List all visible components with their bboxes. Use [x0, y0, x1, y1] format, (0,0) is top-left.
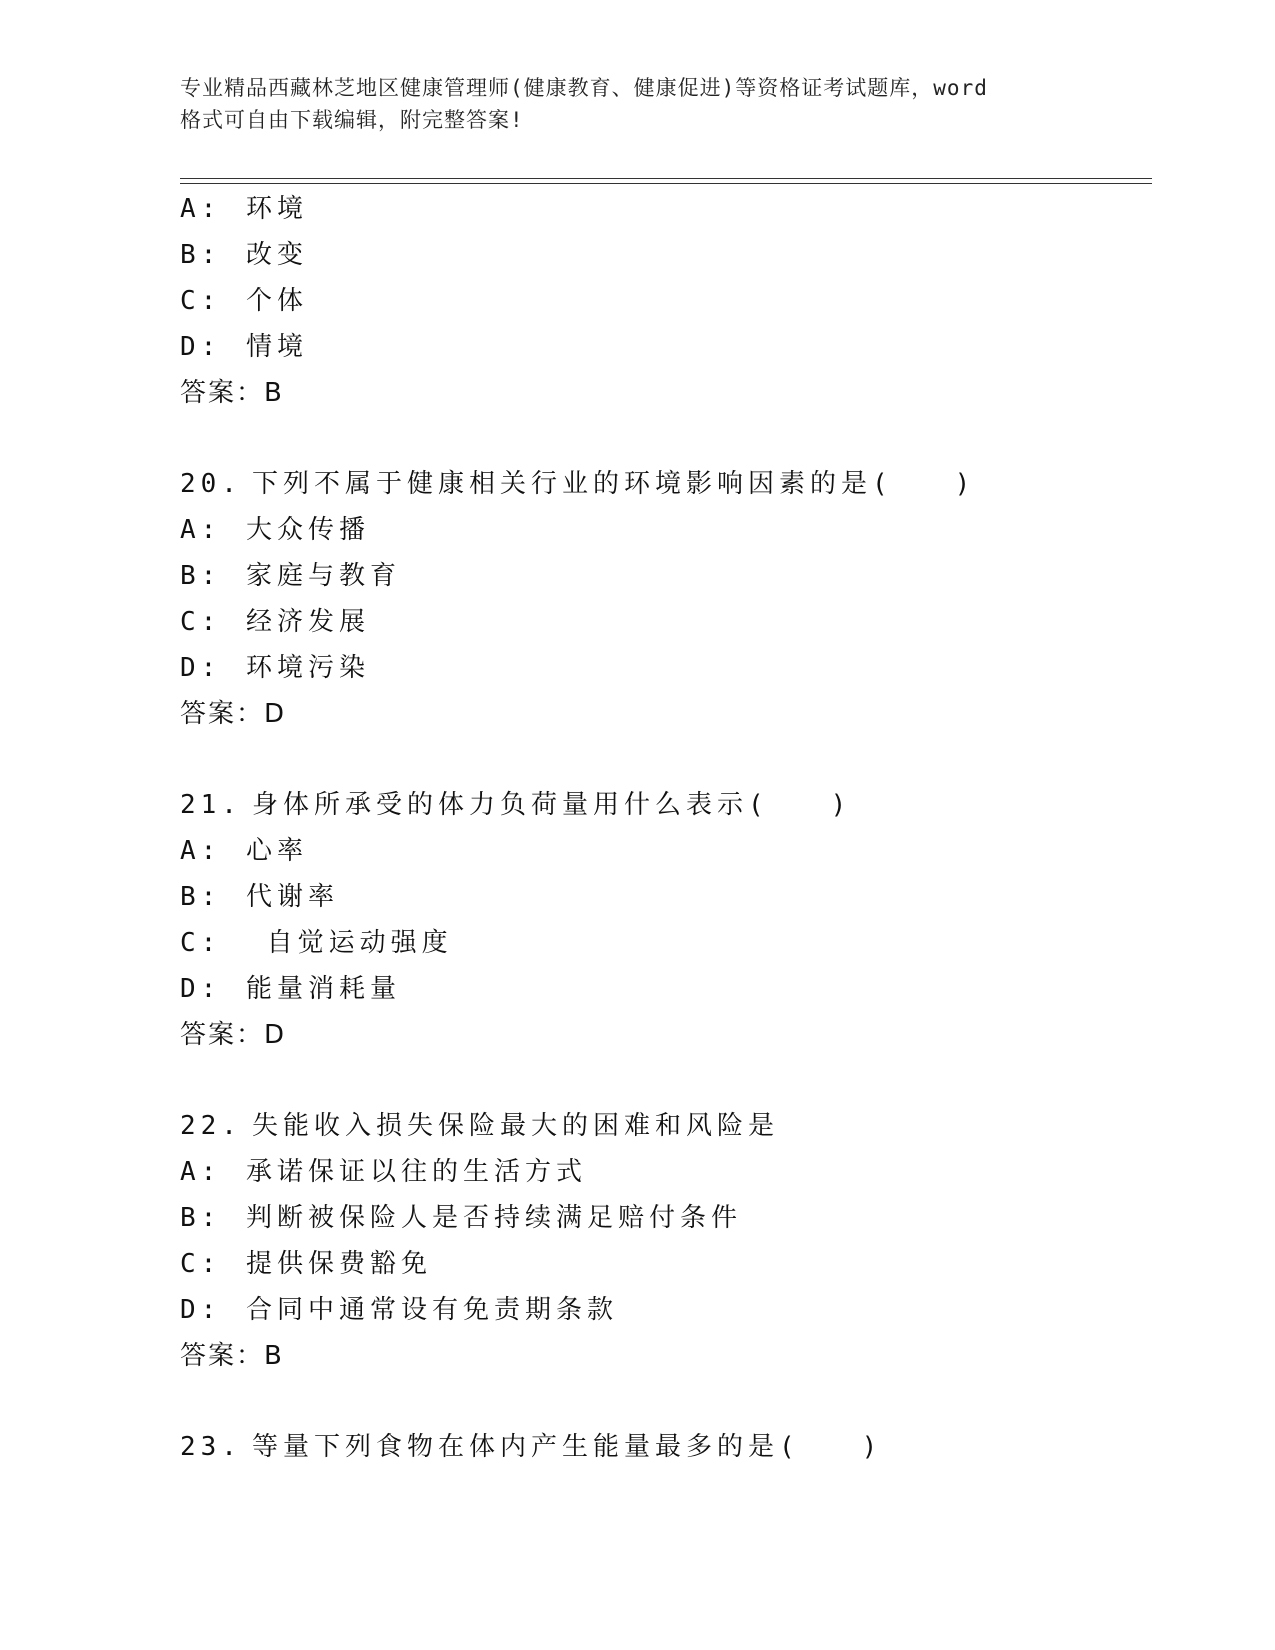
document-header	[180, 72, 1060, 136]
option-label: A:	[180, 1157, 222, 1187]
option-line	[180, 232, 1140, 278]
option-label: B:	[180, 882, 222, 912]
option-text: 个体	[245, 286, 308, 316]
answer-line: 答案：B	[180, 1341, 284, 1371]
option-line	[180, 599, 1140, 645]
question-content	[180, 186, 1140, 1470]
option-line	[180, 553, 1140, 599]
option-label: A:	[180, 194, 222, 224]
option-line	[180, 1287, 1140, 1333]
option-label: B:	[180, 240, 222, 270]
option-text: 经济发展	[245, 607, 370, 637]
option-text: 大众传播	[245, 515, 370, 545]
option-label: C:	[180, 928, 222, 958]
option-line	[180, 966, 1140, 1012]
option-text: 家庭与教育	[245, 561, 401, 591]
option-label: B:	[180, 1203, 222, 1233]
answer-line: 答案：B	[180, 378, 284, 408]
option-label: D:	[180, 653, 222, 683]
option-line	[180, 645, 1140, 691]
option-text: 环境	[245, 194, 308, 224]
option-text: 心率	[245, 836, 308, 866]
option-text: 自觉运动强度	[245, 928, 453, 958]
question-number: 21.	[180, 790, 242, 820]
header-divider-top	[180, 178, 1152, 179]
header-divider-bottom	[180, 183, 1152, 184]
option-text: 改变	[245, 240, 308, 270]
option-line	[180, 1241, 1140, 1287]
option-text: 环境污染	[245, 653, 370, 683]
option-label: D:	[180, 1295, 222, 1325]
option-line	[180, 920, 1140, 966]
question-line	[180, 782, 1140, 828]
option-line	[180, 186, 1140, 232]
option-text: 能量消耗量	[245, 974, 401, 1004]
option-label: A:	[180, 836, 222, 866]
answer-line: 答案：D	[180, 699, 287, 729]
header-line-2: 格式可自由下载编辑，附完整答案!	[180, 108, 524, 132]
option-text: 提供保费豁免	[245, 1249, 432, 1279]
option-line	[180, 507, 1140, 553]
question-text: 等量下列食物在体内产生能量最多的是( )	[251, 1432, 883, 1462]
option-label: C:	[180, 1249, 222, 1279]
option-label: D:	[180, 332, 222, 362]
option-label: D:	[180, 974, 222, 1004]
question-line	[180, 1424, 1140, 1470]
option-label: C:	[180, 607, 222, 637]
question-line	[180, 1103, 1140, 1149]
option-line	[180, 278, 1140, 324]
option-text: 合同中通常设有免责期条款	[245, 1295, 618, 1325]
option-text: 判断被保险人是否持续满足赔付条件	[245, 1203, 742, 1233]
question-number: 22.	[180, 1111, 242, 1141]
option-text: 承诺保证以往的生活方式	[245, 1157, 587, 1187]
question-text: 身体所承受的体力负荷量用什么表示( )	[251, 790, 852, 820]
option-line	[180, 1195, 1140, 1241]
option-line	[180, 324, 1140, 370]
question-line	[180, 461, 1140, 507]
header-line-1: 专业精品西藏林芝地区健康管理师(健康教育、健康促进)等资格证考试题库，word	[180, 76, 988, 100]
option-label: C:	[180, 286, 222, 316]
option-text: 代谢率	[245, 882, 339, 912]
question-number: 20.	[180, 469, 242, 499]
question-text: 下列不属于健康相关行业的环境影响因素的是( )	[251, 469, 976, 499]
option-line	[180, 1149, 1140, 1195]
option-line	[180, 828, 1140, 874]
answer-line: 答案：D	[180, 1020, 287, 1050]
option-label: B:	[180, 561, 222, 591]
question-text: 失能收入损失保险最大的困难和风险是	[251, 1111, 779, 1141]
option-text: 情境	[245, 332, 308, 362]
question-number: 23.	[180, 1432, 242, 1462]
option-label: A:	[180, 515, 222, 545]
option-line	[180, 874, 1140, 920]
